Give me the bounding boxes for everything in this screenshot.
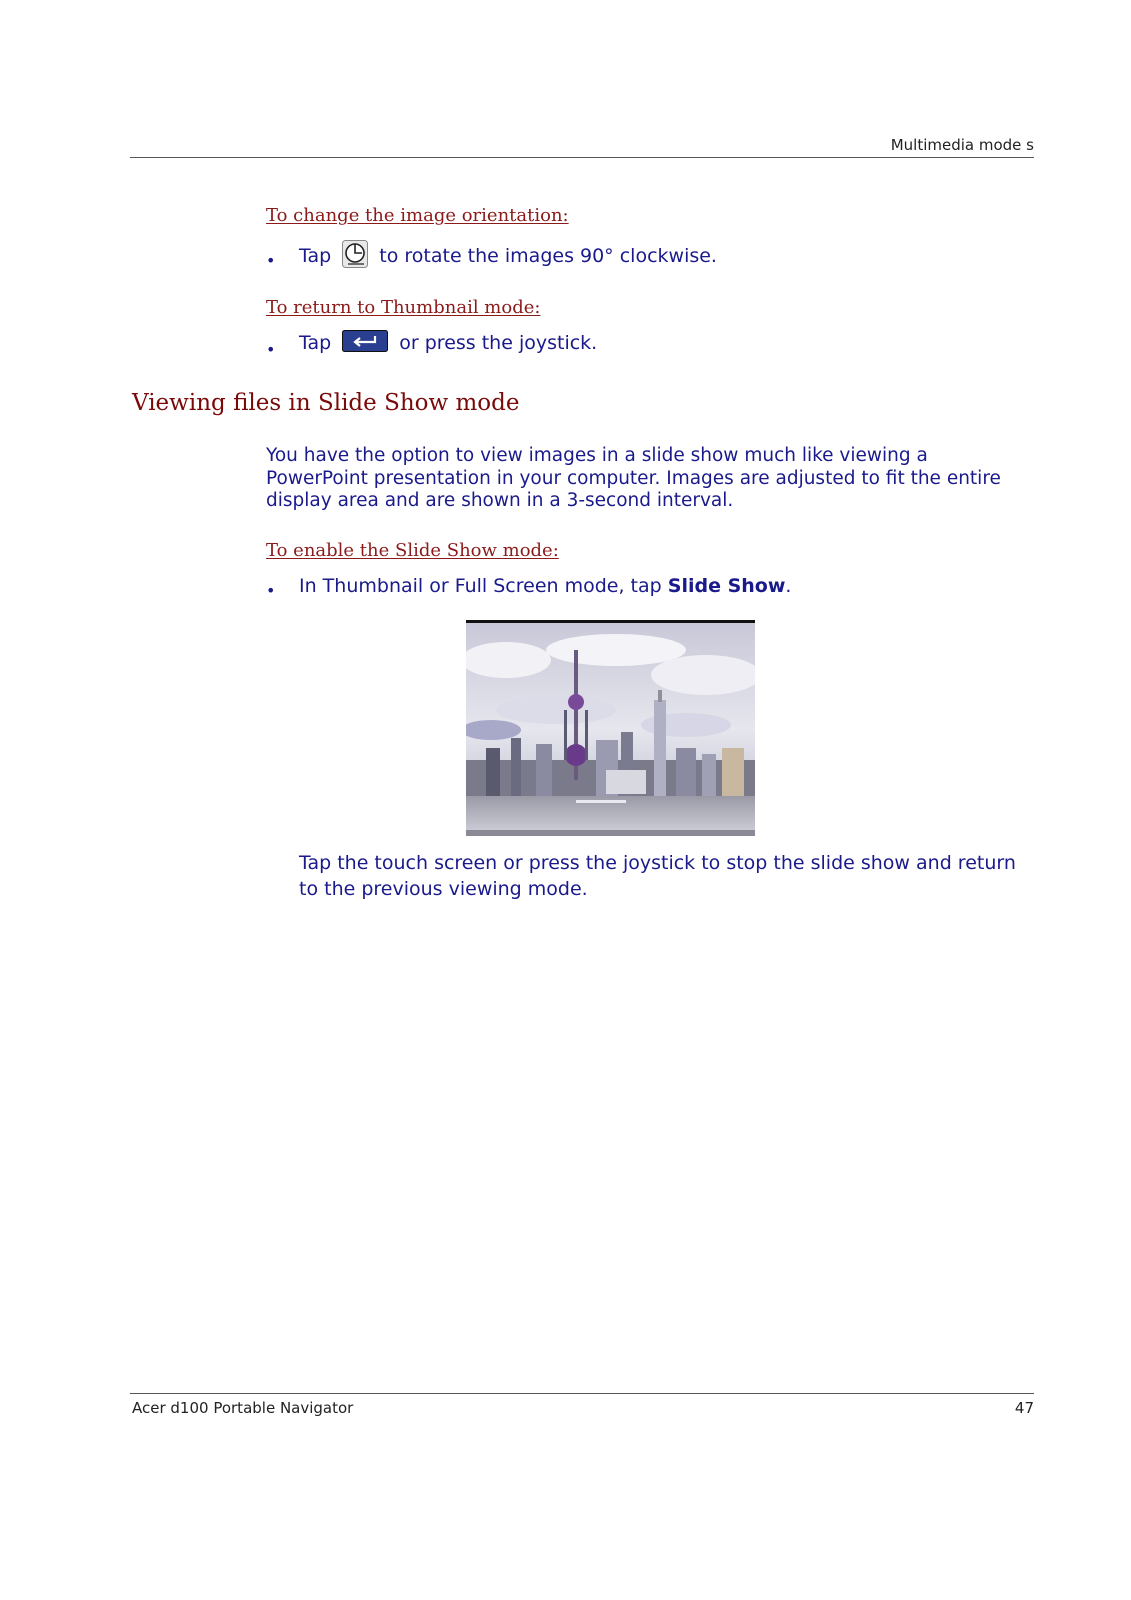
thumbnail-heading: To return to Thumbnail mode:	[266, 297, 541, 318]
slide-show-photo	[466, 620, 755, 836]
enter-return-icon	[342, 330, 388, 357]
intro-paragraph: You have the option to view images in a slide show much like viewing a PowerPoint presentation in your computer. Images are adjusted to fit the entire display area and are shown in a 3-second interval.	[266, 445, 1001, 511]
orientation-text: to rotate the images 90° clockwise.	[379, 245, 717, 267]
footer-product: Acer d100 Portable Navigator	[132, 1399, 354, 1417]
thumbnail-step	[299, 330, 597, 357]
page-number: 47	[1014, 1399, 1034, 1417]
tap-word: Tap	[299, 332, 332, 354]
footer-rule	[130, 1393, 1034, 1394]
stop-paragraph: Tap the touch screen or press the joystick to stop the slide show and return to the previous viewing mode.	[299, 852, 1016, 900]
bullet: •	[266, 581, 276, 600]
thumbnail-text: or press the joystick.	[399, 332, 598, 354]
step-suffix: .	[785, 575, 792, 597]
section-title: Viewing files in Slide Show mode	[132, 390, 520, 416]
slide-show-label: Slide Show	[667, 575, 786, 597]
running-header: Multimedia mode s	[890, 136, 1034, 154]
enable-step	[299, 575, 791, 597]
orientation-step	[299, 240, 717, 273]
bullet: •	[266, 251, 276, 270]
rotate-icon	[342, 240, 368, 273]
orientation-heading: To change the image orientation:	[266, 205, 569, 226]
bullet: •	[266, 340, 276, 359]
enable-heading: To enable the Slide Show mode:	[266, 540, 559, 561]
header-rule	[130, 157, 1034, 158]
tap-word: Tap	[299, 245, 332, 267]
step-prefix: In Thumbnail or Full Screen mode, tap	[299, 575, 662, 597]
